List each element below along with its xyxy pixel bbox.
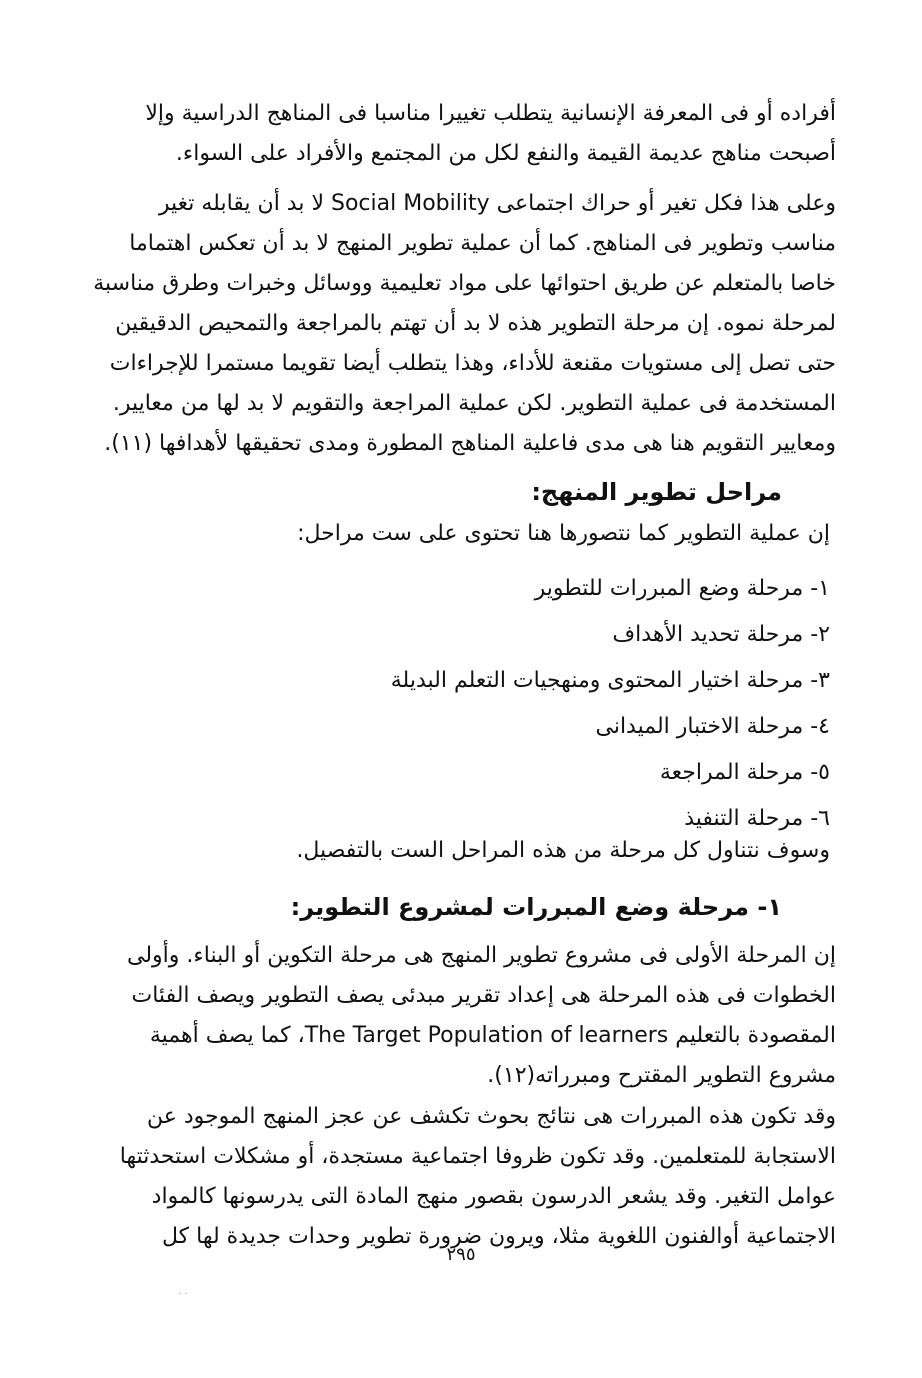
- stages-closing: وسوف نتناول كل مرحلة من هذه المراحل الست بالتفصيل.: [296, 838, 830, 863]
- stages-intro: إن عملية التطوير كما نتصورها هنا تحتوى على ست مراحل:: [297, 521, 830, 546]
- stages-list: [391, 566, 830, 842]
- paragraph-line: عوامل التغير. وقد يشعر الدرسون بقصور منهج المادة التى يدرسونها كالمواد: [151, 1184, 836, 1209]
- paragraph-line: لمرحلة نموه. إن مرحلة التطوير هذه لا بد أن تهتم بالمراجعة والتمحيص الدقيقين: [115, 311, 836, 336]
- page-number: ٢٩٥: [446, 1244, 476, 1265]
- paragraph-4: [92, 1097, 836, 1257]
- paragraph-line: الاستجابة للمتعلمين. وقد تكون ظروفا اجتماعية مستجدة، أو مشكلات استحدثتها: [119, 1144, 836, 1169]
- paragraph-line: الخطوات فى هذه المرحلة هى إعداد تقرير مبدئى يصف التطوير ويصف الفئات: [131, 983, 836, 1008]
- stage-item: ٣- مرحلة اختيار المحتوى ومنهجيات التعلم البديلة: [390, 668, 830, 693]
- paragraph-line: وقد تكون هذه المبررات هى نتائج بحوث تكشف عن عجز المنهج الموجود عن: [146, 1104, 836, 1129]
- paragraph-3: [92, 936, 836, 1096]
- stage-item: ٦- مرحلة التنفيذ: [684, 806, 830, 831]
- paragraph-line: أفراده أو فى المعرفة الإنسانية يتطلب تغييرا مناسبا فى المناهج الدراسية وإلا: [145, 101, 836, 126]
- paragraph-line: وعلى هذا فكل تغير أو حراك اجتماعى Social Mobility لا بد أن يقابله تغير: [158, 191, 836, 216]
- paragraph-line: إن المرحلة الأولى فى مشروع تطوير المنهج هى مرحلة التكوين أو البناء. وأولى: [127, 943, 836, 968]
- stages-heading: مراحل تطوير المنهج:: [531, 478, 782, 506]
- paragraph-line: حتى تصل إلى مستويات مقنعة للأداء، وهذا يتطلب أيضا تقويما مستمرا للإجراءات: [109, 351, 836, 376]
- paragraph-2: [92, 184, 836, 464]
- paragraph-line: ومعايير التقويم هنا هى مدى فاعلية المناهج المطورة ومدى تحقيقها لأهدافها (١١).: [104, 431, 836, 456]
- section-1-heading: ١- مرحلة وضع المبررات لمشروع التطوير:: [290, 893, 782, 921]
- paragraph-1: [92, 94, 836, 174]
- paragraph-line: مناسب وتطوير فى المناهج. كما أن عملية تطوير المنهج لا بد أن تعكس اهتماما: [129, 231, 836, 256]
- paragraph-line: الاجتماعية أوالفنون اللغوية مثلا، ويرون ضرورة تطوير وحدات جديدة لها كل: [162, 1224, 836, 1249]
- stage-item: ١- مرحلة وضع المبررات للتطوير: [534, 576, 830, 601]
- stage-item: ٤- مرحلة الاختبار الميدانى: [595, 714, 830, 739]
- paragraph-line: المقصودة بالتعليم The Target Population of learners، كما يصف أهمية: [149, 1023, 836, 1048]
- paragraph-line: أصبحت مناهج عديمة القيمة والنفع لكل من المجتمع والأفراد على السواء.: [175, 141, 836, 166]
- paragraph-line: مشروع التطوير المقترح ومبرراته(١٢).: [487, 1063, 836, 1088]
- scan-speck: · ·: [178, 1289, 188, 1300]
- stage-item: ٥- مرحلة المراجعة: [659, 760, 830, 785]
- paragraph-line: المستخدمة فى عملية التطوير. لكن عملية المراجعة والتقويم لا بد لها من معايير.: [112, 391, 836, 416]
- paragraph-line: خاصا بالمتعلم عن طريق احتوائها على مواد تعليمية ووسائل وخبرات وطرق مناسبة: [93, 271, 836, 296]
- stage-item: ٢- مرحلة تحديد الأهداف: [612, 622, 830, 647]
